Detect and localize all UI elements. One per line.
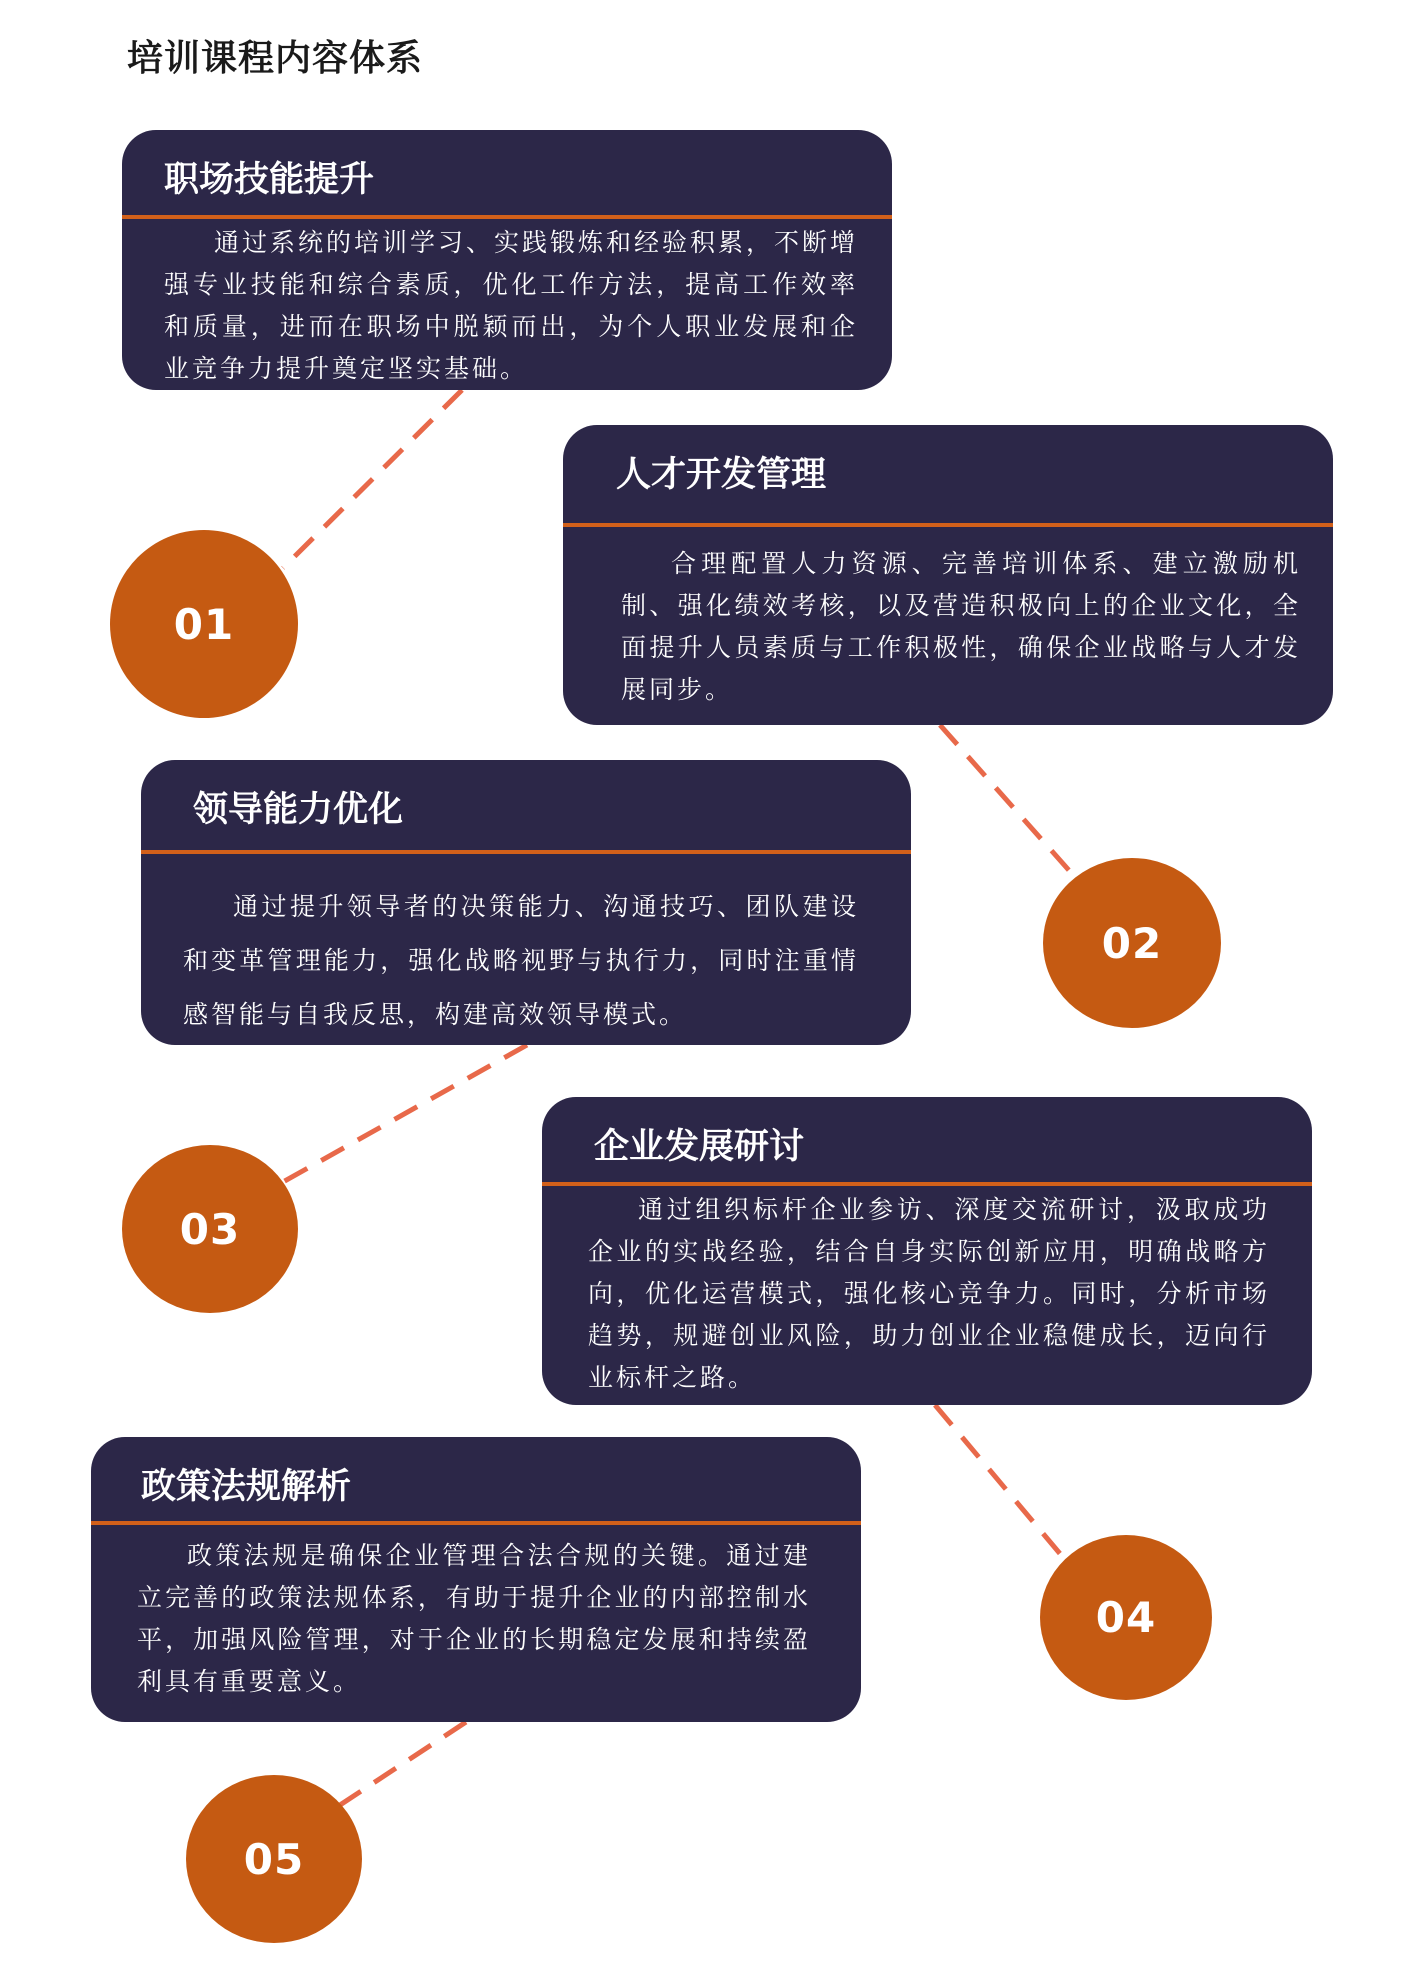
number-badge-label: 03 [179,1204,241,1254]
page-title: 培训课程内容体系 [127,38,424,79]
number-badge-label: 02 [1101,918,1163,968]
module-title: 人才开发管理 [616,455,827,495]
module-card-01 [122,130,892,390]
module-title: 职场技能提升 [164,160,375,200]
module-card-05 [91,1437,861,1722]
module-card-03 [141,760,911,1045]
module-card-02 [563,425,1333,725]
module-title: 领导能力优化 [193,790,404,830]
module-body: 通过组织标杆企业参访、深度交流研讨，汲取成功企业的实战经验，结合自身实际创新应用，明确战略方向，优化运营模式，强化核心竞争力。同时，分析市场趋势，规避创业风险，助力创业企业稳健成长，迈向行业标杆之路。 [588,1195,1270,1392]
number-badge-01 [110,530,298,718]
connector-04 [935,1405,1067,1562]
module-body: 通过提升领导者的决策能力、沟通技巧、团队建设和变革管理能力，强化战略视野与执行力，同时注重情感智能与自我反思，构建高效领导模式。 [183,892,859,1029]
module-divider [91,1521,861,1525]
module-divider [542,1182,1312,1186]
number-badge-04 [1040,1535,1212,1700]
module-card-04 [542,1097,1312,1405]
connector-01 [283,390,462,568]
number-badge-05 [186,1775,362,1943]
number-badge-label: 04 [1095,1593,1157,1642]
module-body: 政策法规是确保企业管理合法合规的关键。通过建立完善的政策法规体系，有助于提升企业的内部控制水平，加强风险管理，对于企业的长期稳定发展和持续盈利具有重要意义。 [137,1541,811,1696]
connector-02 [940,725,1082,885]
number-badge-label: 05 [243,1834,305,1884]
module-divider [122,215,892,219]
number-badge-03 [122,1145,298,1313]
connector-03 [283,1045,527,1182]
module-divider [563,523,1333,527]
number-badge-label: 01 [173,599,235,649]
number-badge-02 [1043,858,1221,1028]
module-title: 企业发展研讨 [594,1127,805,1167]
module-body: 合理配置人力资源、完善培训体系、建立激励机制、强化绩效考核，以及营造积极向上的企业文化，全面提升人员素质与工作积极性，确保企业战略与人才发展同步。 [621,549,1301,704]
module-title: 政策法规解析 [141,1467,352,1507]
module-body: 通过系统的培训学习、实践锻炼和经验积累，不断增强专业技能和综合素质，优化工作方法，提高工作效率和质量，进而在职场中脱颖而出，为个人职业发展和企业竞争力提升奠定坚实基础。 [164,228,859,383]
module-divider [141,850,911,854]
connector-05 [340,1722,466,1805]
